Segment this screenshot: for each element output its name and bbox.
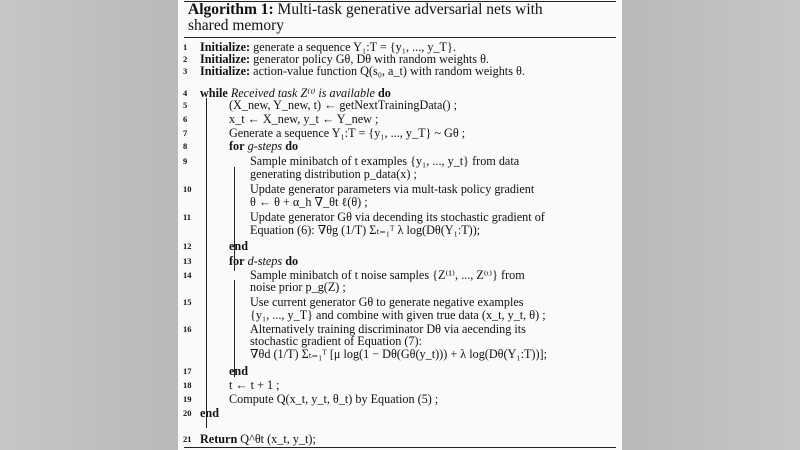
line-text: (X_new, Y_new, t) ← getNextTrainingData() ; (229, 98, 458, 112)
line-content (229, 254, 298, 268)
keyword: do (285, 254, 299, 268)
line-number: 14 (183, 270, 192, 280)
line-content (229, 126, 465, 140)
line-content (250, 182, 534, 196)
keyword: for (229, 254, 245, 268)
line-text: stochastic gradient of Equation (7): (250, 334, 422, 348)
line-text: noise prior p_g(Z) ; (250, 280, 346, 294)
title-rule (184, 37, 616, 38)
keyword: Initialize: (200, 64, 251, 78)
line-text: ∇θd (1/T) Σₜ₌₁ᵀ [μ log(1 − Dθ(Gθ(y_t))) + λ log(Dθ(Y₁:T))]; (250, 347, 547, 361)
line-content (229, 392, 438, 406)
line-number: 17 (183, 366, 192, 376)
line-text: d-steps (247, 254, 283, 268)
line-number: 12 (183, 241, 192, 251)
line-number: 5 (183, 100, 188, 110)
keyword: end (200, 406, 219, 420)
line-content (229, 364, 248, 378)
line-content (229, 139, 298, 153)
line-number: 9 (183, 156, 188, 166)
algorithm-title (188, 2, 614, 34)
line-number: 20 (183, 408, 192, 418)
algorithm-title-text: Multi-task generative adversarial nets with (277, 1, 543, 18)
keyword: Initialize: (200, 52, 251, 66)
line-text: generate a sequence Y₁:T = {y₁, ..., y_T}. (253, 40, 456, 54)
line-number: 4 (183, 88, 188, 98)
bottom-rule (184, 447, 616, 448)
line-content (250, 210, 545, 224)
line-content (229, 239, 248, 253)
line-number: 1 (183, 42, 188, 52)
line-content (250, 167, 417, 181)
line-text: Received task Z⁽ᵗ⁾ is available (230, 86, 375, 100)
keyword: for (229, 139, 245, 153)
left-margin-background (0, 0, 178, 450)
line-content (250, 334, 422, 348)
algorithm-page (178, 0, 622, 450)
line-content (229, 112, 378, 126)
line-number: 11 (183, 212, 192, 222)
line-text: Use current generator Gθ to generate negative examples (250, 295, 524, 309)
line-text: θ ← θ + α_h ∇_θt ℓ(θ) ; (250, 195, 368, 209)
line-content (250, 280, 346, 294)
line-content (250, 154, 519, 168)
line-number: 15 (183, 297, 192, 307)
line-content (250, 308, 546, 322)
line-content (200, 64, 525, 78)
line-text: g-steps (247, 139, 283, 153)
line-number: 7 (183, 128, 188, 138)
line-number: 16 (183, 324, 192, 334)
line-text: Equation (6): ∇θg (1/T) Σₜ₌₁ᵀ λ log(Dθ(Y₁:T)); (250, 223, 481, 237)
line-text: {y₁, ..., y_T} and combine with given true data (x_t, y_t, θ) ; (250, 308, 546, 322)
line-text: t ← t + 1 ; (229, 378, 280, 392)
keyword: end (229, 364, 248, 378)
block-indent-bar (206, 98, 207, 428)
line-content (229, 378, 280, 392)
line-content (229, 98, 457, 112)
keyword: Initialize: (200, 40, 251, 54)
block-indent-bar (234, 167, 235, 271)
line-number: 2 (183, 54, 188, 64)
line-number: 18 (183, 380, 192, 390)
line-number: 19 (183, 394, 192, 404)
line-content (250, 195, 368, 209)
line-text: Sample minibatch of t noise samples {Z⁽¹⁾, ..., Z⁽ᵗ⁾} from (250, 268, 525, 282)
line-text: generator policy Gθ, Dθ with random weights θ. (253, 52, 489, 66)
keyword: end (229, 239, 248, 253)
line-number: 6 (183, 114, 188, 124)
line-content (200, 432, 316, 446)
keyword: do (377, 86, 391, 100)
line-text: Alternatively training discriminator Dθ via aecending its (250, 322, 526, 336)
line-number: 21 (183, 434, 192, 444)
line-content (250, 347, 547, 361)
right-margin-background (622, 0, 800, 450)
line-text: Sample minibatch of t examples {y₁, ..., y_t} from data (250, 154, 520, 168)
line-number: 8 (183, 141, 188, 151)
line-content (200, 406, 219, 420)
line-number: 10 (183, 184, 192, 194)
line-text: action-value function Q(s₀, a_t) with random weights θ. (253, 64, 525, 78)
keyword: Return (200, 432, 238, 446)
line-text: Generate a sequence Y₁:T = {y₁, ..., y_T} ~ Gθ ; (229, 126, 466, 140)
line-text: Update generator parameters via mult-task policy gradient (250, 182, 535, 196)
line-number: 13 (183, 256, 192, 266)
line-text: Compute Q(x_t, y_t, θ_t) by Equation (5) ; (229, 392, 439, 406)
keyword: while (200, 86, 228, 100)
line-content (250, 223, 480, 237)
line-text: x_t ← X_new, y_t ← Y_new ; (229, 112, 379, 126)
line-number: 3 (183, 66, 188, 76)
block-indent-bar (234, 280, 235, 377)
line-content (250, 295, 524, 309)
line-text: generating distribution p_data(x) ; (250, 167, 417, 181)
line-text: Q^θt (x_t, y_t); (240, 432, 316, 446)
algorithm-label: Algorithm 1: (188, 1, 274, 18)
line-text: Update generator Gθ via decending its stochastic gradient of (250, 210, 545, 224)
algorithm-title-text-2: shared memory (188, 17, 284, 34)
keyword: do (285, 139, 299, 153)
